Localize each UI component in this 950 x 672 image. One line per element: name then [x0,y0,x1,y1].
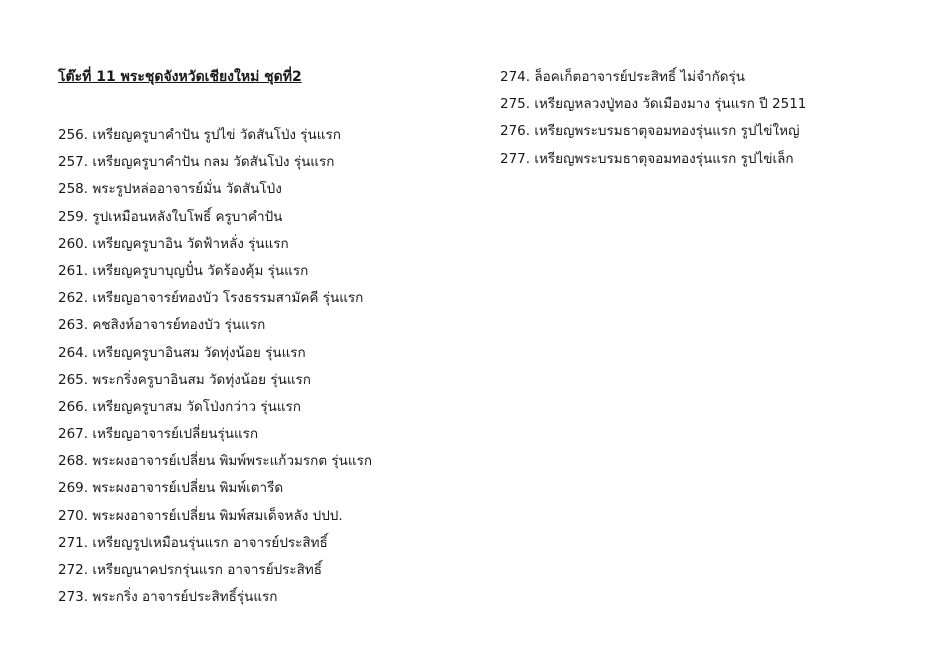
list-item: 256. เหรียญครูบาคำปัน รูปไข่ วัดสันโป่ง รุ่นแรก [58,127,341,143]
list-item: 260. เหรียญครูบาอิน วัดฟ้าหลั่ง รุ่นแรก [58,235,289,252]
list-item: 268. พระผงอาจารย์เปลี่ยน พิมพ์พระแก้วมรกต รุ่นแรก [58,453,373,470]
list-item: 271. เหรียญรูปเหมือนรุ่นแรก อาจารย์ประสิทธิ์ [58,534,328,551]
list-item: 264. เหรียญครูบาอินสม วัดทุ่งน้อย รุ่นแรก [58,344,306,361]
list-item: 270. พระผงอาจารย์เปลี่ยน พิมพ์สมเด็จหลัง ปปป. [58,507,343,524]
list-item: 274. ล็อคเก็ตอาจารย์ประสิทธิ์ ไม่จำกัดรุ่น [500,69,745,85]
list-item: 258. พระรูปหล่ออาจารย์มั่น วัดสันโป่ง [58,181,282,198]
list-item: 259. รูปเหมือนหลังใบโพธิ์ ครูบาคำปัน [58,208,283,225]
left-item-list [58,122,372,611]
list-item: 273. พระกริ่ง อาจารย์ประสิทธิ์รุ่นแรก [58,589,278,606]
page-heading: โต๊ะที่ 11 พระชุดจังหวัดเชียงใหม่ ชุดที่2 [58,69,302,85]
list-item: 263. คชสิงห์อาจารย์ทองบัว รุ่นแรก [58,317,266,334]
list-item: 257. เหรียญครูบาคำปัน กลม วัดสันโป่ง รุ่นแรก [58,154,335,171]
list-item: 276. เหรียญพระบรมธาตุจอมทองรุ่นแรก รูปไข่ใหญ่ [500,123,800,140]
list-item: 265. พระกริ่งครูบาอินสม วัดทุ่งน้อย รุ่นแรก [58,371,311,388]
right-item-list [500,64,806,173]
list-item: 275. เหรียญหลวงปู่ทอง วัดเมืองมาง รุ่นแรก ปี 2511 [500,96,807,113]
list-item: 272. เหรียญนาคปรกรุ่นแรก อาจารย์ประสิทธิ์ [58,562,323,578]
list-item: 267. เหรียญอาจารย์เปลี่ยนรุ่นแรก [58,426,259,443]
list-item: 266. เหรียญครูบาสม วัดโป่งกว่าว รุ่นแรก [58,398,301,415]
list-item: 269. พระผงอาจารย์เปลี่ยน พิมพ์เตารีด [58,480,284,497]
list-item: 262. เหรียญอาจารย์ทองบัว โรงธรรมสามัคคี รุ่นแรก [58,290,364,307]
list-item: 277. เหรียญพระบรมธาตุจอมทองรุ่นแรก รูปไข่เล็ก [500,150,794,167]
list-item: 261. เหรียญครูบาบุญปั๋น วัดร้องคุ้ม รุ่นแรก [58,262,309,279]
